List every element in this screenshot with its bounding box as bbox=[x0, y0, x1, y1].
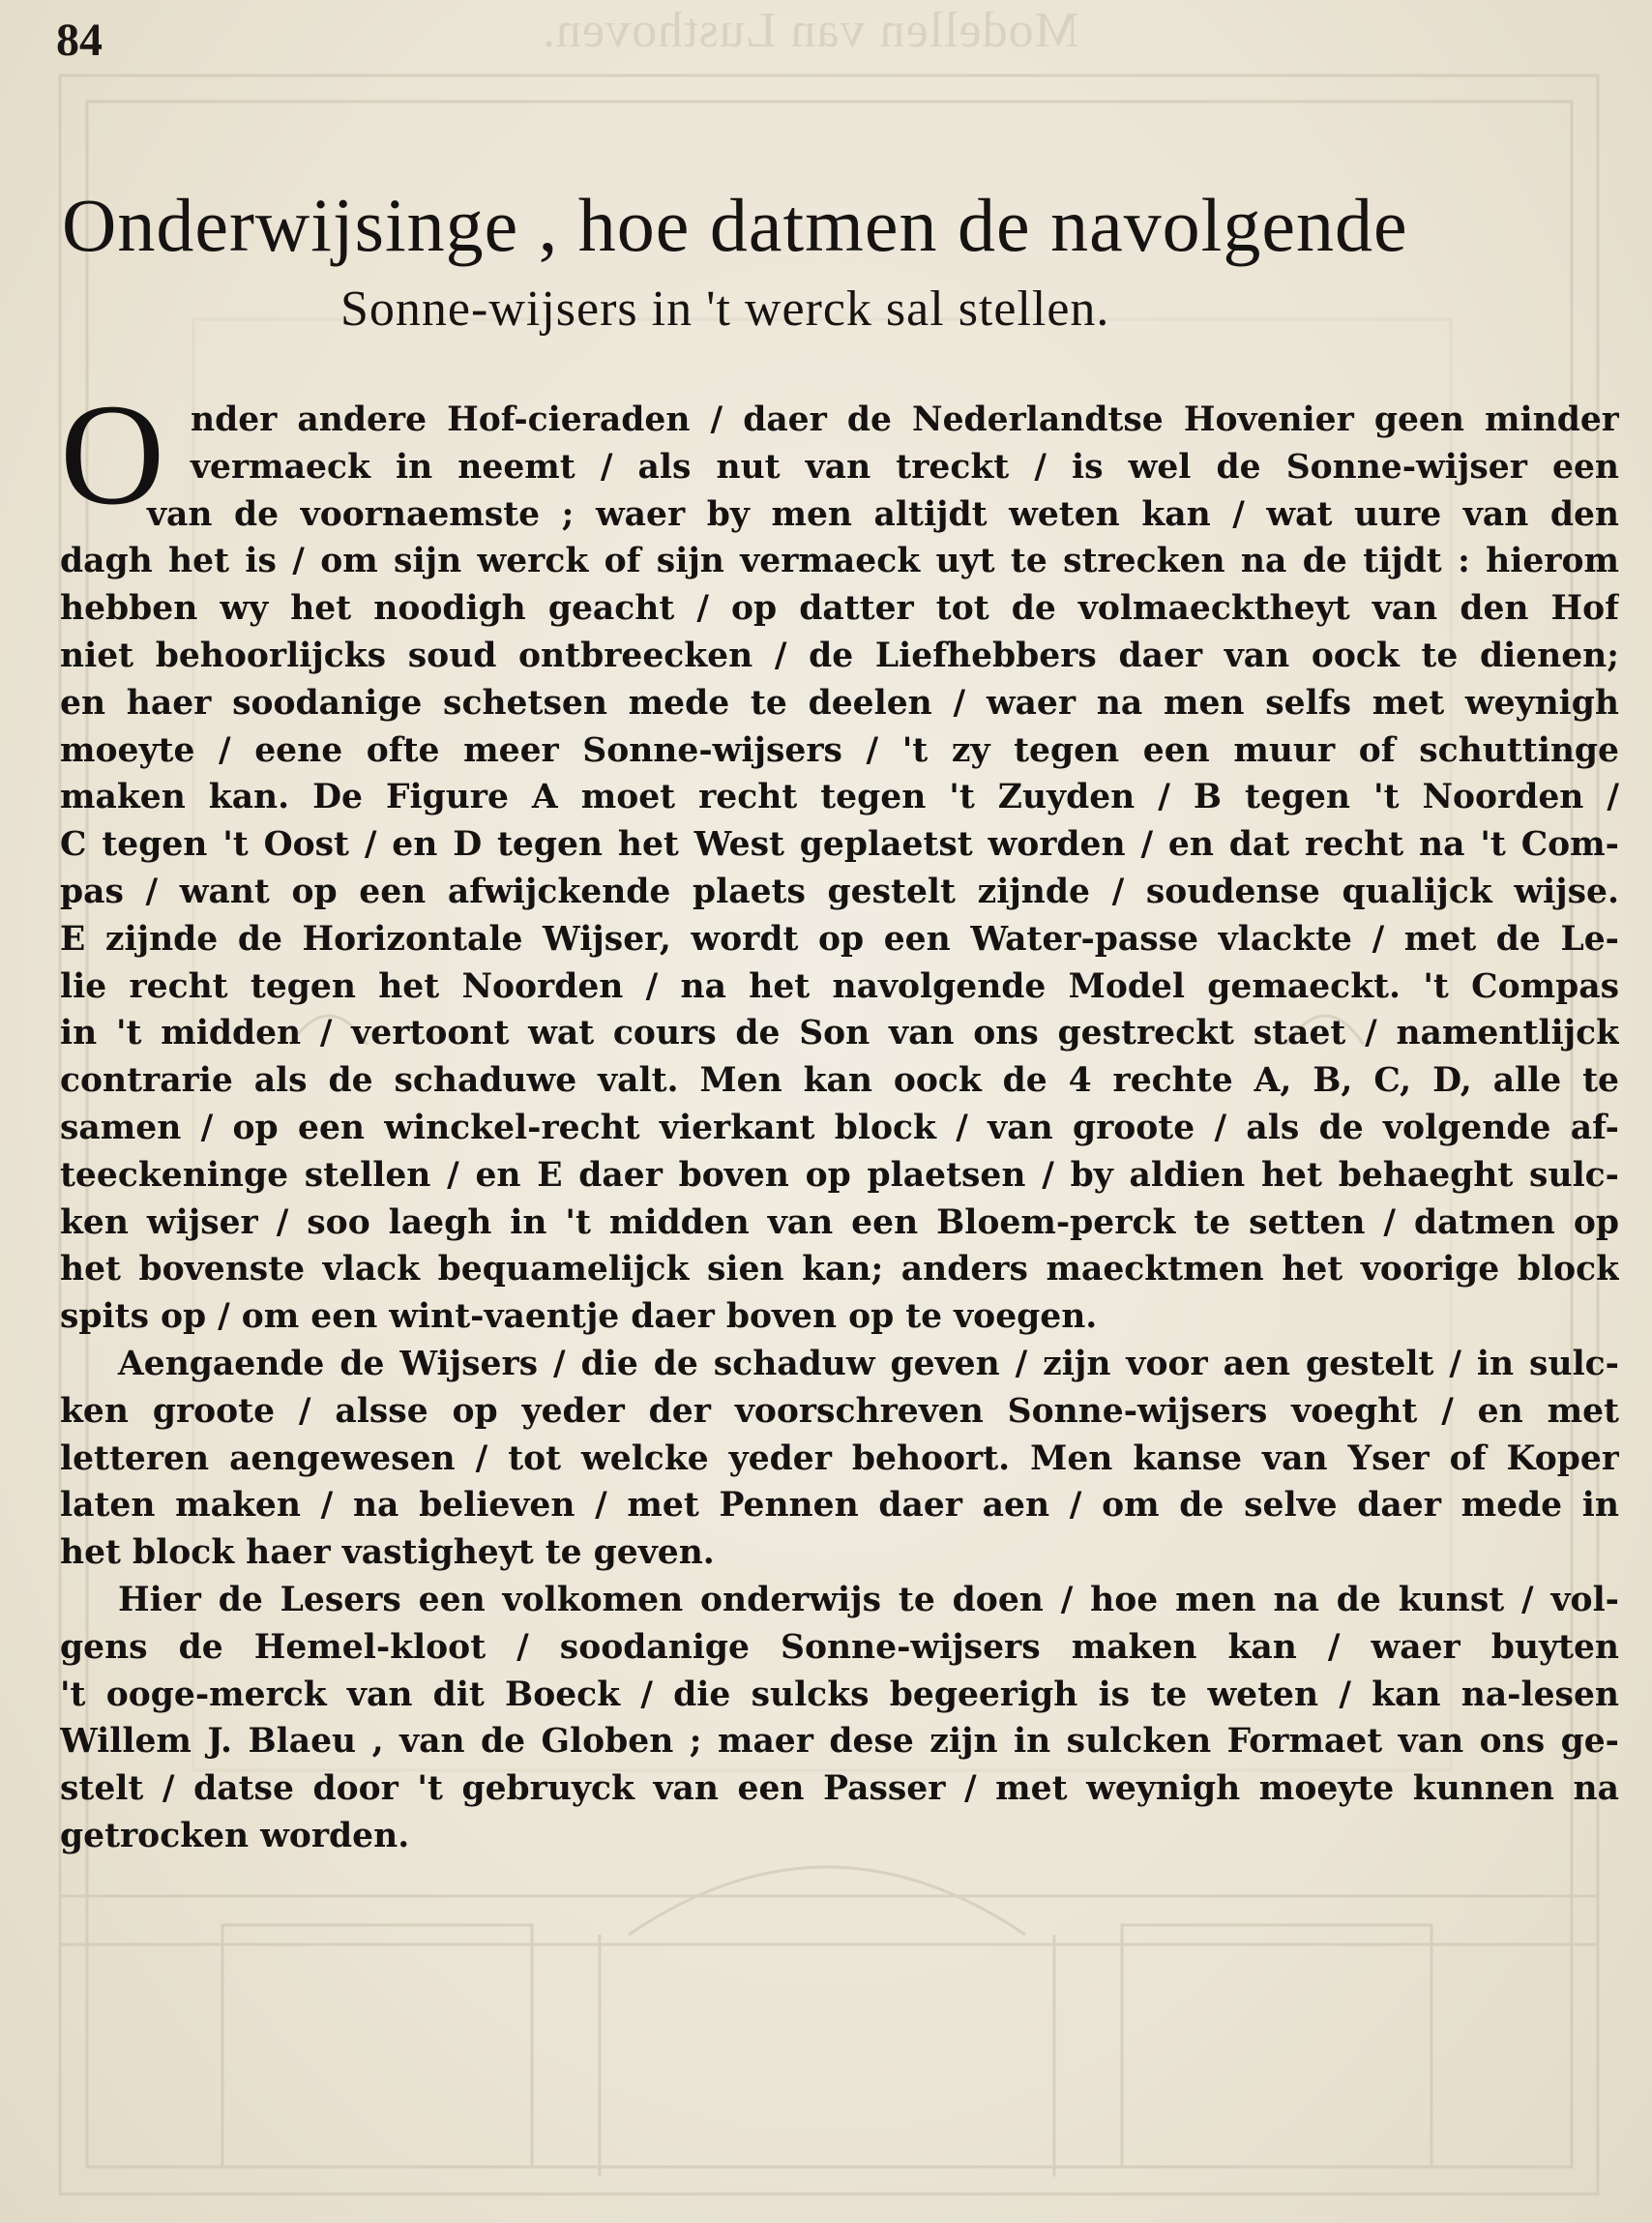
paragraph-3 bbox=[60, 1577, 1619, 1860]
text-line: niet behoorlijcks soud ontbreecken / de Liefhebbers daer van oock te dienen; bbox=[60, 636, 1619, 675]
text-line: spits op / om een wint-vaentje daer boven op te voegen. bbox=[60, 1297, 1098, 1337]
text-line: Hier de Lesers een volkomen onderwijs te doen / hoe men na de kunst / vol- bbox=[118, 1580, 1619, 1619]
text-line: Willem J. Blaeu , van de Globen ; maer dese zijn in sulcken Formaet van ons ge- bbox=[60, 1722, 1619, 1762]
body-text bbox=[60, 374, 1619, 1860]
text-line: stelt / datse door 't gebruyck van een Passer / met weynigh moeyte kunnen na bbox=[60, 1769, 1619, 1809]
text-line: hebben wy het noodigh geacht / op datter tot de volmaecktheyt van den Hof bbox=[60, 589, 1619, 629]
text-line: laten maken / na believen / met Pennen daer aen / om de selve daer mede in bbox=[60, 1486, 1619, 1526]
text-line: pas / want op een afwijckende plaets gestelt zijnde / soudense qualijck wijse. bbox=[60, 872, 1619, 911]
text-line: gens de Hemel-kloot / soodanige Sonne-wijsers maken kan / waer buyten bbox=[60, 1627, 1619, 1667]
text-line: ken groote / alsse op yeder der voorschreven Sonne-wijsers voeght / en met bbox=[60, 1391, 1619, 1431]
text-line: het block haer vastigheyt te geven. bbox=[60, 1533, 715, 1573]
text-line: contrarie als de schaduwe valt. Men kan oock de 4 rechte A, B, C, D, alle te bbox=[60, 1061, 1619, 1101]
text-line: het bovenste vlack bequamelijck sien kan; anders maecktmen het voorige block bbox=[60, 1250, 1619, 1289]
text-line: ken wijser / soo laegh in 't midden van een Bloem-perck te setten / datmen op bbox=[60, 1202, 1619, 1242]
text-line: lie recht tegen het Noorden / na het navolgende Model gemaeckt. 't Compas bbox=[60, 966, 1619, 1006]
text-line: samen / op een winckel-recht vierkant block / van groote / als de volgende af- bbox=[60, 1108, 1619, 1147]
text-line: getrocken worden. bbox=[60, 1816, 410, 1855]
text-line: van de voornaemste ; waer by men altijdt weten kan / wat uure van den bbox=[147, 494, 1619, 534]
text-line: Aengaende de Wijsers / die de schaduw geven / zijn voor aen gestelt / in sulc- bbox=[118, 1344, 1619, 1383]
text-line: letteren aengewesen / tot welcke yeder behoort. Men kanse van Yser of Koper bbox=[60, 1438, 1619, 1478]
drop-cap: O bbox=[60, 374, 165, 535]
mirrored-running-head: Modellen van Lusthoven. bbox=[542, 3, 1079, 58]
text-line: moeyte / eene ofte meer Sonne-wijsers / 't zy tegen een muur of schuttinge bbox=[60, 730, 1619, 770]
text-line: en haer soodanige schetsen mede te deelen / waer na men selfs met weynigh bbox=[60, 683, 1619, 723]
text-line: C tegen 't Oost / en D tegen het West geplaetst worden / en dat recht na 't Com- bbox=[60, 825, 1619, 865]
text-line: teeckeninge stellen / en E daer boven op plaetsen / by aldien het behaeght sulc- bbox=[60, 1155, 1619, 1195]
text-line: vermaeck in neemt / als nut van treckt / is wel de Sonne-wijser een bbox=[191, 447, 1619, 487]
text-line: nder andere Hof-cieraden / daer de Nederlandtse Hovenier geen minder bbox=[191, 400, 1619, 439]
paragraph-1 bbox=[60, 374, 1619, 1341]
heading-line-2: Sonne-wijsers in 't werck sal stellen. bbox=[340, 282, 1110, 337]
page-number: 84 bbox=[56, 15, 103, 66]
paragraph-2 bbox=[60, 1341, 1619, 1577]
text-line: maken kan. De Figure A moet recht tegen 't Zuyden / B tegen 't Noorden / bbox=[60, 778, 1619, 817]
text-line: dagh het is / om sijn werck of sijn vermaeck uyt te strecken na de tijdt : hierom bbox=[60, 542, 1619, 581]
text-line: E zijnde de Horizontale Wijser, wordt op een Water-passe vlackte / met de Le- bbox=[60, 919, 1619, 959]
text-line: in 't midden / vertoont wat cours de Son van ons gestreckt staet / namentlijck bbox=[60, 1014, 1619, 1053]
text-line: 't ooge-merck van dit Boeck / die sulcks begeerigh is te weten / kan na-lesen bbox=[60, 1675, 1619, 1714]
heading-line-1: Onderwijsinge , hoe datmen de navolgende bbox=[62, 183, 1408, 267]
